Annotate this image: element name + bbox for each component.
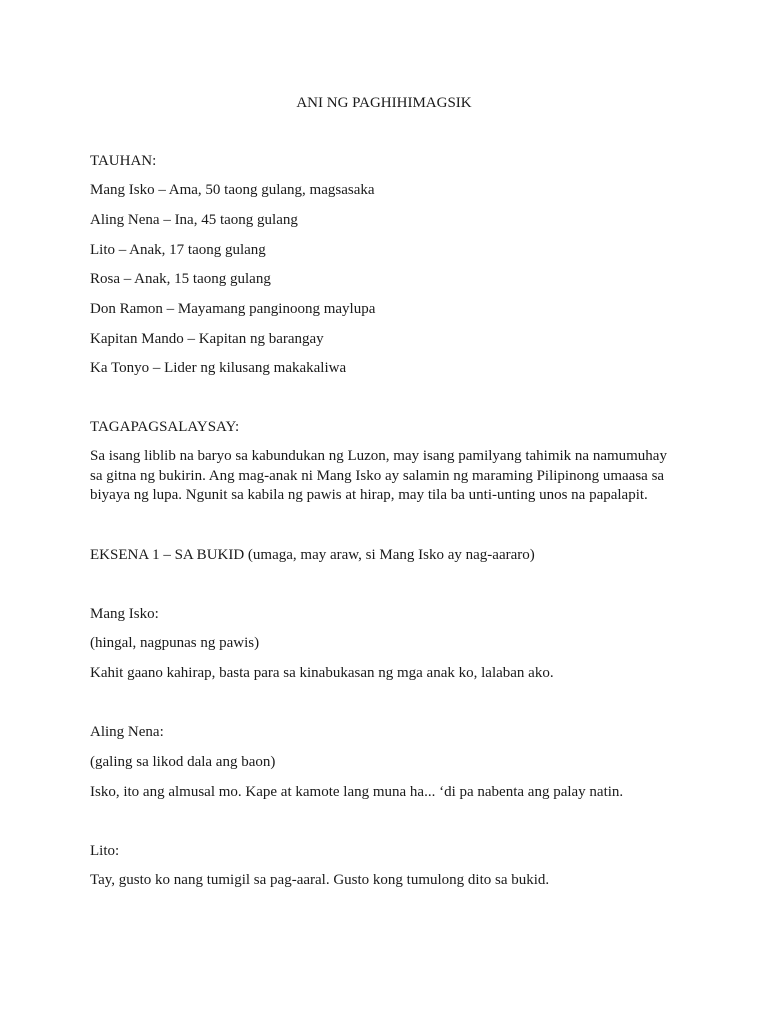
scene-heading: EKSENA 1 – SA BUKID (umaga, may araw, si Mang Isko ay nag-aararo)	[90, 547, 535, 563]
cast-member: Kapitan Mando – Kapitan ng barangay	[90, 331, 324, 347]
cast-member: Ka Tonyo – Lider ng kilusang makakaliwa	[90, 360, 347, 376]
cast-member: Lito – Anak, 17 taong gulang	[90, 242, 266, 258]
document-title: ANI NG PAGHIHIMAGSIK	[296, 95, 472, 111]
speaker-name: Aling Nena:	[90, 724, 164, 740]
dialogue-line: Kahit gaano kahirap, basta para sa kinabukasan ng mga anak ko, lalaban ako.	[90, 665, 554, 681]
cast-member: Rosa – Anak, 15 taong gulang	[90, 271, 271, 287]
narrator-line: Sa isang liblib na baryo sa kabundukan ng Luzon, may isang pamilyang tahimik na namumuhay	[90, 448, 667, 464]
cast-member: Don Ramon – Mayamang panginoong maylupa	[90, 301, 376, 317]
stage-direction: (galing sa likod dala ang baon)	[90, 754, 276, 770]
stage-direction: (hingal, nagpunas ng pawis)	[90, 635, 260, 651]
speaker-name: Mang Isko:	[90, 606, 159, 622]
narrator-line: sa gitna ng bukirin. Ang mag-anak ni Mang Isko ay salamin ng maraming Pilipinong umaasa sa	[90, 467, 665, 484]
narrator-line: biyaya ng lupa. Ngunit sa kabila ng pawis at hirap, may tila ba unti-unting unos na papalapit.	[90, 487, 648, 503]
cast-member: Aling Nena – Ina, 45 taong gulang	[90, 212, 298, 228]
narrator-paragraph	[90, 447, 680, 506]
speaker-name: Lito:	[90, 843, 120, 859]
cast-heading: TAUHAN:	[90, 153, 157, 169]
dialogue-line: Tay, gusto ko nang tumigil sa pag-aaral. Gusto kong tumulong dito sa bukid.	[90, 872, 550, 888]
dialogue-line: Isko, ito ang almusal mo. Kape at kamote lang muna ha... ‘di pa nabenta ang palay natin.	[90, 784, 624, 800]
narrator-heading: TAGAPAGSALAYSAY:	[90, 419, 240, 435]
cast-member: Mang Isko – Ama, 50 taong gulang, magsasaka	[90, 182, 375, 198]
